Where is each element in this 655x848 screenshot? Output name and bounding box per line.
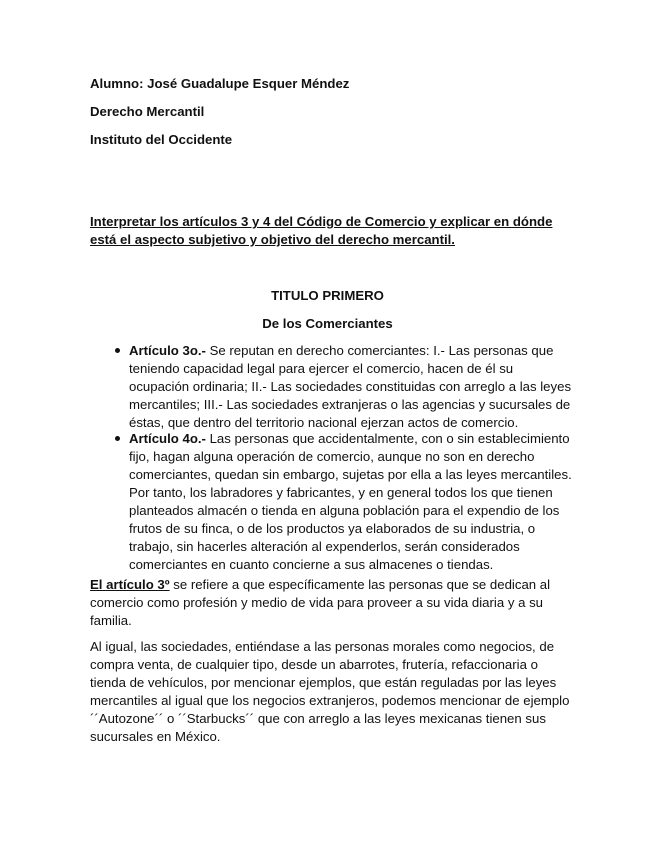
- paragraph-2-line: sucursales en México.: [90, 729, 221, 744]
- institute-name: Instituto del Occidente: [90, 132, 233, 147]
- article-4-line: comerciantes, quedan sin embargo, sujetas por ella a las leyes mercantiles.: [129, 467, 572, 482]
- article-4-line: comerciantes en cuanto concierne a sus almacenes o tiendas.: [129, 557, 494, 572]
- article-4-first-line: [129, 430, 570, 448]
- paragraph-1-text-start: se refiere a que específicamente las personas que se dedican al: [169, 577, 551, 592]
- title-main: TITULO PRIMERO: [271, 288, 384, 303]
- article-3-text-start: Se reputan en derecho comerciantes: I.- Las personas que: [205, 343, 554, 358]
- subject-name: Derecho Mercantil: [90, 104, 205, 119]
- paragraph-1-first-line: [90, 576, 550, 594]
- article-4-line: trabajo, sin hacerles alteración al expenderlos, serán considerados: [129, 539, 520, 554]
- paragraph-1-line: comercio como profesión y medio de vida para proveer a su vida diaria y a su: [90, 595, 543, 610]
- article-3-first-line: [129, 342, 553, 360]
- bullet-icon: [115, 348, 120, 353]
- paragraph-2-line: mercantiles al igual que los negocios extranjeros, podemos mencionar de ejemplo: [90, 693, 570, 708]
- article-4-line: fijo, hagan alguna operación de comercio, aunque no son en derecho: [129, 449, 535, 464]
- paragraph-1-lead: El artículo 3º: [90, 577, 170, 592]
- task-line-1: Interpretar los artículos 3 y 4 del Código de Comercio y explicar en dónde: [90, 214, 553, 229]
- paragraph-1-line: familia.: [90, 613, 132, 628]
- article-3-line: teniendo capacidad legal para ejercer el comercio, hacen de él su: [129, 361, 514, 376]
- paragraph-2-line: ´´Autozone´´ o ´´Starbucks´´ que con arreglo a las leyes mexicanas tienen sus: [90, 711, 546, 726]
- article-3-label: Artículo 3o.-: [129, 343, 206, 358]
- bullet-icon: [115, 436, 120, 441]
- paragraph-2-line: Al igual, las sociedades, entiéndase a las personas morales como negocios, de: [90, 639, 555, 654]
- article-4-line: planteados almacén o tienda en alguna población para el expendio de los: [129, 503, 560, 518]
- article-4-label: Artículo 4o.-: [129, 431, 206, 446]
- title-sub: De los Comerciantes: [262, 316, 393, 331]
- article-4-line: frutos de su finca, o de los productos ya elaborados de su industria, o: [129, 521, 536, 536]
- student-name: Alumno: José Guadalupe Esquer Méndez: [90, 76, 350, 91]
- paragraph-2-line: compra venta, de cualquier tipo, desde un abarrotes, frutería, refaccionaria o: [90, 657, 538, 672]
- article-4-line: Por tanto, los labradores y fabricantes, y en general todos los que tienen: [129, 485, 553, 500]
- article-3-line: mercantiles; III.- Las sociedades extranjeras o las agencias y sucursales de: [129, 397, 571, 412]
- article-3-line: ocupación ordinaria; II.- Las sociedades constituidas con arreglo a las leyes: [129, 379, 572, 394]
- article-3-line: éstas, que dentro del territorio nacional ejerzan actos de comercio.: [129, 415, 519, 430]
- task-line-2: está el aspecto subjetivo y objetivo del derecho mercantil.: [90, 232, 455, 247]
- paragraph-2-line: tienda de vehículos, por mencionar ejemplos, que están reguladas por las leyes: [90, 675, 557, 690]
- article-4-text-start: Las personas que accidentalmente, con o sin establecimiento: [205, 431, 570, 446]
